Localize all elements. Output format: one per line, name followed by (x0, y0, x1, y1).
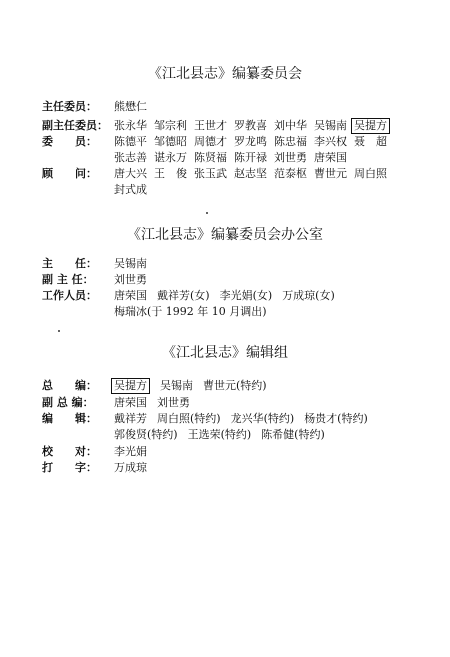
proofreader-label: 校 对： (42, 445, 97, 458)
typist-name: 万成琼 (114, 461, 147, 474)
editors-row-2 (42, 427, 335, 443)
deputy-label: 副主任委员： (42, 119, 108, 132)
proofreader-row (42, 444, 157, 460)
advisors-label: 顾 问： (42, 167, 97, 180)
staff-name: 唐荣国 (114, 289, 147, 302)
office-title: 《江北县志》编纂委员会办公室 (127, 227, 323, 243)
chief-editor-name: 吴锡南 (160, 379, 193, 392)
office-staff-label: 工作人员： (42, 289, 97, 302)
member-name: 聂 超 (354, 135, 387, 148)
vice-chief-name: 唐荣国 (114, 396, 147, 409)
office-director-name: 吴锡南 (114, 257, 147, 270)
office-staff-row-2 (42, 304, 277, 320)
deputy-name: 邹宗利 (154, 119, 187, 132)
office-director-label: 主 任： (42, 257, 97, 270)
member-name: 周德才 (194, 135, 227, 148)
editor-name: 郭俊贤(特约) (114, 428, 178, 441)
advisor-name: 唐大兴 (114, 167, 147, 180)
advisors-row-2 (42, 182, 154, 198)
scan-speck (58, 330, 60, 332)
office-deputy-row (42, 272, 157, 288)
editor-name: 周白照(特约) (157, 412, 221, 425)
editors-row (42, 411, 378, 427)
editor-name: 王选荣(特约) (187, 428, 252, 441)
member-name: 邹德昭 (154, 135, 187, 148)
deputy-name: 罗教喜 (234, 119, 267, 132)
office-staff-row (42, 288, 345, 304)
deputy-name: 王世才 (194, 119, 227, 132)
members-row-2 (42, 150, 354, 166)
chief-editor-label: 总 编： (42, 379, 97, 392)
committee-title: 《江北县志》编纂委员会 (148, 66, 302, 82)
editor-name: 龙兴华(特约) (230, 412, 295, 425)
member-name: 陈开禄 (234, 151, 267, 164)
staff-name: 戴祥芳(女) (157, 289, 210, 302)
vice-chief-name: 刘世勇 (157, 396, 190, 409)
director-row (42, 99, 154, 115)
editor-name: 戴祥芳 (114, 412, 147, 425)
members-label: 委 员： (42, 135, 97, 148)
staff-name-note: 梅瑞冰(于 1992 年 10 月调出) (114, 305, 267, 318)
chief-editor-name: 曹世元(特约) (203, 379, 267, 392)
editor-name: 陈希健(特约) (261, 428, 325, 441)
member-name: 谌永万 (154, 151, 187, 164)
office-deputy-label: 副 主 任： (42, 273, 94, 286)
staff-name: 万成琼(女) (282, 289, 335, 302)
deputy-name: 刘中华 (274, 119, 307, 132)
member-name: 陈忠福 (274, 135, 307, 148)
typist-row (42, 460, 157, 476)
director-name: 熊懋仁 (114, 100, 147, 113)
vice-chief-row (42, 395, 200, 411)
proofreader-name: 李光娟 (114, 445, 147, 458)
member-name: 唐荣国 (314, 151, 347, 164)
advisor-name: 张玉武 (194, 167, 227, 180)
office-deputy-name: 刘世勇 (114, 273, 147, 286)
advisor-name: 曹世元 (314, 167, 347, 180)
chief-editor-row (42, 378, 277, 394)
member-name: 李兴权 (314, 135, 347, 148)
office-director-row (42, 256, 157, 272)
member-name: 罗龙鸣 (234, 135, 267, 148)
chief-editor-name-boxed: 吴提方 (111, 378, 150, 394)
typist-label: 打 字： (42, 461, 97, 474)
editorial-title: 《江北县志》编辑组 (162, 345, 288, 361)
member-name: 刘世勇 (274, 151, 307, 164)
deputy-name-boxed: 吴提方 (351, 118, 390, 134)
advisor-name: 王 俊 (154, 167, 187, 180)
advisor-name: 范泰枢 (274, 167, 307, 180)
advisors-row (42, 166, 394, 182)
advisor-name: 周白照 (354, 167, 387, 180)
editor-name: 杨贵才(特约) (304, 412, 368, 425)
director-label: 主任委员： (42, 100, 97, 113)
advisor-name: 赵志坚 (234, 167, 267, 180)
vice-chief-label: 副 总 编： (42, 396, 94, 409)
members-row (42, 134, 394, 150)
member-name: 陈德平 (114, 135, 147, 148)
member-name: 陈贤福 (194, 151, 227, 164)
deputy-row (42, 118, 390, 134)
editors-label: 编 辑： (42, 412, 97, 425)
advisor-name: 封式成 (114, 183, 147, 196)
staff-name: 李光娟(女) (219, 289, 273, 302)
member-name: 张志善 (114, 151, 147, 164)
deputy-name: 张永华 (114, 119, 147, 132)
scan-speck (206, 212, 208, 214)
deputy-name: 吴锡南 (314, 119, 347, 132)
